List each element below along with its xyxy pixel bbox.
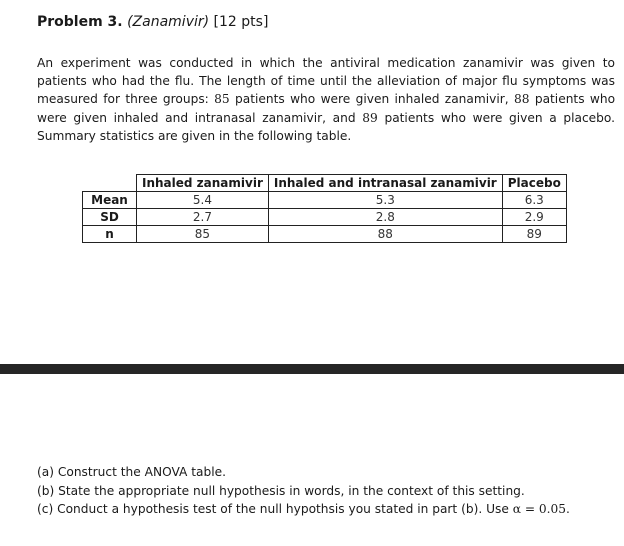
- table-cell: 5.4: [137, 192, 269, 209]
- summary-statistics-table: [82, 174, 567, 243]
- intro-text-3: patients who were given inhaled and intranasal zanamivir, and: [37, 92, 616, 125]
- problem-name: (Zanamivir): [127, 14, 210, 30]
- table-row: [83, 192, 567, 209]
- table-cell: 6.3: [502, 192, 566, 209]
- question-part-c-text: (c) Conduct a hypothesis test of the null hypothsis you stated in part (b). Use: [37, 502, 509, 516]
- row-header: Mean: [83, 192, 137, 209]
- intro-text-2: patients who were given inhaled zanamivir,: [235, 92, 509, 107]
- intro-count-3: 89: [362, 110, 378, 125]
- problem-number: Problem 3.: [37, 14, 123, 30]
- section-divider: [0, 364, 624, 374]
- table-row: [83, 209, 567, 226]
- table-cell: 2.7: [137, 209, 269, 226]
- table-cell: 85: [137, 226, 269, 243]
- question-part-a: (a) Construct the ANOVA table.: [37, 465, 226, 479]
- problem-intro: [37, 54, 615, 145]
- table-cell: 2.8: [268, 209, 502, 226]
- problem-title: [37, 14, 268, 30]
- column-header: Inhaled zanamivir: [137, 175, 269, 192]
- intro-text-1: An experiment was conducted in which the antiviral medication zanamivir was given to patients who had the flu. The length of time until the alleviation of major flu symptoms was measured for three groups:: [37, 56, 615, 107]
- significance-level: α = 0.05.: [512, 502, 570, 516]
- intro-count-1: 85: [214, 92, 230, 107]
- intro-text-4: patients who were given a placebo. Summary statistics are given in the following table.: [37, 110, 616, 143]
- intro-count-2: 88: [513, 92, 530, 107]
- question-part-c: [37, 500, 570, 519]
- column-header: Inhaled and intranasal zanamivir: [268, 175, 502, 192]
- table-cell: 2.9: [502, 209, 566, 226]
- table-row: [83, 226, 567, 243]
- table-cell: 88: [268, 226, 502, 243]
- problem-points: [12 pts]: [213, 14, 269, 30]
- column-header: Placebo: [502, 175, 566, 192]
- row-header: n: [83, 226, 137, 243]
- question-parts: [37, 463, 570, 519]
- table-cell: 5.3: [268, 192, 502, 209]
- table-corner-cell: [83, 175, 137, 192]
- question-part-b: (b) State the appropriate null hypothesis in words, in the context of this setting.: [37, 483, 525, 498]
- row-header: SD: [83, 209, 137, 226]
- table-cell: 89: [502, 226, 566, 243]
- table-header-row: [83, 175, 567, 192]
